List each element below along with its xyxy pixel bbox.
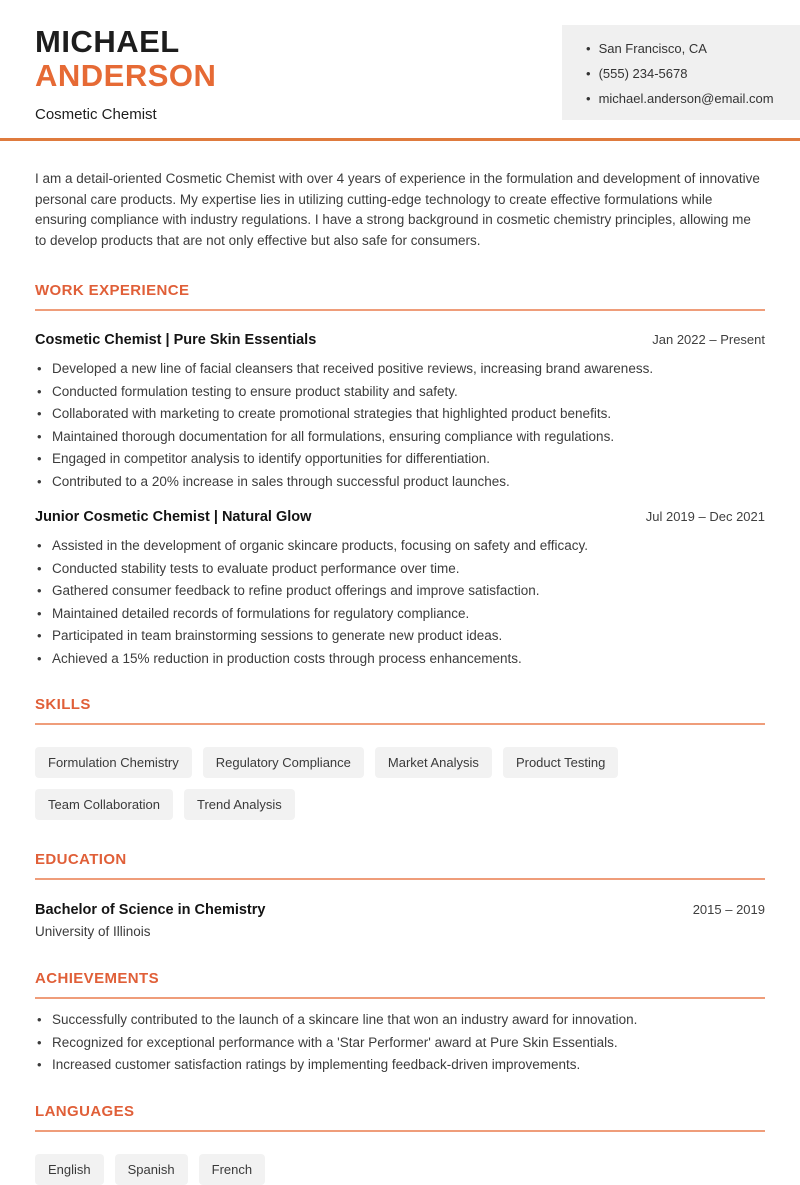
- job-bullet: • Achieved a 15% reduction in production costs through process enhancements.: [35, 652, 765, 666]
- job-bullet: • Developed a new line of facial cleansers that received positive reviews, increasing brand awareness.: [35, 362, 765, 376]
- section-title-skills: SKILLS: [35, 696, 765, 725]
- header-divider: [0, 138, 800, 141]
- skill-tag: Market Analysis: [375, 747, 492, 778]
- resume-header: [0, 0, 800, 123]
- skill-tag: Formulation Chemistry: [35, 747, 192, 778]
- section-education: [35, 851, 765, 939]
- bullet-dot-icon: •: [586, 66, 591, 81]
- language-tag-list: [35, 1154, 765, 1185]
- contact-box: [562, 25, 800, 120]
- section-title-education: EDUCATION: [35, 851, 765, 880]
- job-dates: Jul 2019 – Dec 2021: [645, 509, 765, 525]
- job-title-company: Cosmetic Chemist | Pure Skin Essentials: [35, 332, 317, 349]
- language-tag: French: [199, 1154, 265, 1185]
- job-bullet: • Maintained detailed records of formulations for regulatory compliance.: [35, 607, 765, 621]
- job-entry: [35, 332, 765, 488]
- section-skills: [35, 696, 765, 820]
- bullet-dot-icon: •: [586, 91, 591, 106]
- section-work-experience: [35, 282, 765, 665]
- achievement-bullet: • Recognized for exceptional performance with a 'Star Performer' award at Pure Skin Essentials.: [35, 1036, 765, 1050]
- job-bullet: • Participated in team brainstorming sessions to generate new product ideas.: [35, 629, 765, 643]
- job-bullet: • Collaborated with marketing to create promotional strategies that highlighted product benefits.: [35, 407, 765, 421]
- section-title-languages: LANGUAGES: [35, 1103, 765, 1132]
- degree-name: Bachelor of Science in Chemistry: [35, 902, 266, 919]
- achievement-list: [35, 1013, 765, 1072]
- section-achievements: [35, 970, 765, 1072]
- language-tag: Spanish: [115, 1154, 188, 1185]
- job-bullet: • Contributed to a 20% increase in sales through successful product launches.: [35, 475, 765, 489]
- job-bullet: • Gathered consumer feedback to refine product offerings and improve satisfaction.: [35, 584, 765, 598]
- achievement-bullet: • Successfully contributed to the launch of a skincare line that won an industry award for innovation.: [35, 1013, 765, 1027]
- job-entry: [35, 509, 765, 665]
- contact-text: San Francisco, CA: [598, 41, 707, 56]
- job-header: [35, 332, 765, 348]
- contact-item: [586, 41, 782, 56]
- job-bullet: • Engaged in competitor analysis to identify opportunities for differentiation.: [35, 452, 765, 466]
- achievement-bullet: • Increased customer satisfaction ratings by implementing feedback-driven improvements.: [35, 1058, 765, 1072]
- education-entry: [35, 902, 765, 939]
- summary-paragraph: I am a detail-oriented Cosmetic Chemist with over 4 years of experience in the formulation and development of innovative personal care products. My expertise lies in utilizing cutting-edge technology to create effective formulations while ensuring compliance with industry regulations. I have a strong background in cosmetic chemistry principles, allowing me to develop products that are not only effective but also safe for consumers.: [35, 171, 760, 248]
- job-bullet-list: [35, 362, 765, 488]
- contact-item: [586, 66, 782, 81]
- skill-tag: Team Collaboration: [35, 789, 173, 820]
- job-bullet: • Conducted stability tests to evaluate product performance over time.: [35, 562, 765, 576]
- contact-text: michael.anderson@email.com: [598, 91, 774, 106]
- skill-tag-list: [35, 747, 765, 820]
- education-header: [35, 902, 765, 918]
- job-header: [35, 509, 765, 525]
- education-dates: 2015 – 2019: [692, 902, 765, 918]
- skill-tag: Product Testing: [503, 747, 618, 778]
- contact-text: (555) 234-5678: [598, 66, 688, 81]
- resume-body: [0, 169, 800, 1185]
- bullet-dot-icon: •: [586, 41, 591, 56]
- first-name: MICHAEL: [35, 24, 180, 59]
- job-bullet: • Assisted in the development of organic skincare products, focusing on safety and efficacy.: [35, 539, 765, 553]
- skill-tag: Trend Analysis: [184, 789, 295, 820]
- job-bullet-list: [35, 539, 765, 665]
- job-dates: Jan 2022 – Present: [652, 332, 765, 348]
- language-tag: English: [35, 1154, 104, 1185]
- skill-tag: Regulatory Compliance: [203, 747, 364, 778]
- job-title: Cosmetic Chemist: [35, 106, 157, 124]
- last-name: ANDERSON: [35, 58, 217, 94]
- job-title-company: Junior Cosmetic Chemist | Natural Glow: [35, 509, 312, 526]
- section-title-work-experience: WORK EXPERIENCE: [35, 282, 765, 311]
- job-bullet: • Maintained thorough documentation for all formulations, ensuring compliance with regulations.: [35, 430, 765, 444]
- section-title-achievements: ACHIEVEMENTS: [35, 970, 765, 999]
- school-name: University of Illinois: [35, 924, 151, 940]
- section-languages: [35, 1103, 765, 1185]
- name-block: [35, 25, 216, 123]
- contact-item: [586, 91, 782, 106]
- job-bullet: • Conducted formulation testing to ensure product stability and safety.: [35, 385, 765, 399]
